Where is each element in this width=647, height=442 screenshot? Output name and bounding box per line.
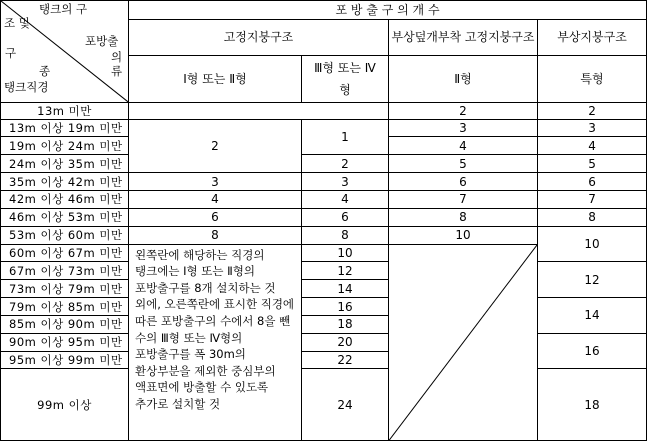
type-1-2-cell: 4 — [129, 191, 302, 209]
special-type-cell: 7 — [538, 191, 647, 209]
type-2-cell: 8 — [389, 208, 538, 226]
diameter-cell: 95m 이상 99m 미만 — [1, 351, 129, 369]
corner-label-ryu: 류 — [111, 64, 123, 78]
type-2-cell: 5 — [389, 155, 538, 173]
corner-label-tank-structure: 탱크의 구 — [39, 2, 88, 16]
diameter-cell: 73m 이상 79m 미만 — [1, 280, 129, 298]
type-3-4-cell: 24 — [302, 369, 389, 441]
diameter-cell: 13m 미만 — [1, 102, 129, 119]
special-type-cell: 8 — [538, 208, 647, 226]
type-2-cell: 3 — [389, 119, 538, 137]
type-1-2-note-cell: 왼쪽란에 해당하는 직경의 탱크에는 Ⅰ형 또는 Ⅱ형의 포방출구를 8개 설치하는 것 외에, 오른쪽란에 표시한 직경에 따른 포방출구의 수에서 8을 뺀 수의 Ⅲ형 또는 Ⅳ형의 포방출구를 폭 30m의 환상부분을 제외한 중심부의 액표면에 방출할 수 있도록 추가로 설치할 것 — [129, 244, 302, 440]
type-2-cell: 2 — [389, 102, 538, 119]
floating-cover-fixed-roof-header: 부상덮개부착 고정지붕구조 — [389, 19, 538, 55]
type-3-4-cell: 6 — [302, 208, 389, 226]
type-2-cell: 6 — [389, 173, 538, 191]
type-1-2-cell: 2 — [129, 119, 302, 173]
special-type-cell: 18 — [538, 369, 647, 441]
type-3-4-cell: 3 — [302, 173, 389, 191]
corner-label-ui: 의 — [111, 50, 123, 64]
fixed-roof-header: 고정지붕구조 — [129, 19, 389, 55]
type-3-4-cell: 2 — [302, 155, 389, 173]
special-type-cell: 14 — [538, 298, 647, 334]
diameter-cell: 90m 이상 95m 미만 — [1, 333, 129, 351]
type-3-4-cell: 8 — [302, 226, 389, 244]
special-type-cell: 6 — [538, 173, 647, 191]
type-3-4-cell: 4 — [302, 191, 389, 209]
type-2-cell: 4 — [389, 137, 538, 155]
special-type-header: 특형 — [538, 55, 647, 102]
diameter-cell: 42m 이상 46m 미만 — [1, 191, 129, 209]
corner-header-cell — [1, 1, 129, 103]
special-type-cell: 5 — [538, 155, 647, 173]
diameter-cell: 85m 이상 90m 미만 — [1, 315, 129, 333]
special-type-cell: 12 — [538, 262, 647, 298]
corner-label-foam-outlet: 포방출 — [85, 34, 119, 48]
diameter-cell: 24m 이상 35m 미만 — [1, 155, 129, 173]
corner-label-and: 조 및 — [4, 16, 30, 30]
type-1-2-cell: 3 — [129, 173, 302, 191]
diameter-cell: 53m 이상 60m 미만 — [1, 226, 129, 244]
type-1-2-cell: 8 — [129, 226, 302, 244]
special-type-cell: 2 — [538, 102, 647, 119]
corner-label-gu: 구 — [5, 46, 17, 60]
special-type-cell: 3 — [538, 119, 647, 137]
diameter-cell: 79m 이상 85m 미만 — [1, 298, 129, 316]
foam-outlet-count-header: 포 방 출 구 의 개 수 — [129, 1, 647, 20]
type-3-4-cell: 10 — [302, 244, 389, 262]
type-1-2-header: Ⅰ형 또는 Ⅱ형 — [129, 55, 302, 102]
diameter-cell: 13m 이상 19m 미만 — [1, 119, 129, 137]
type-1-2-cell: 6 — [129, 208, 302, 226]
type-2-not-applicable-cell — [389, 244, 538, 440]
floating-roof-header: 부상지붕구조 — [538, 19, 647, 55]
type-3-4-header — [302, 55, 389, 102]
type-3-4-cell: 16 — [302, 298, 389, 316]
corner-label-tank-diameter: 탱크직경 — [4, 80, 49, 94]
special-type-cell: 4 — [538, 137, 647, 155]
type-3-4-cell: 1 — [302, 119, 389, 155]
type-3-4-cell: 20 — [302, 333, 389, 351]
type-3-4-cell: 14 — [302, 280, 389, 298]
fixed-roof-empty-cell — [129, 102, 389, 119]
special-type-cell: 16 — [538, 333, 647, 369]
diameter-cell: 99m 이상 — [1, 369, 129, 441]
type-3-4-cell: 18 — [302, 315, 389, 333]
type-2-header: Ⅱ형 — [389, 55, 538, 102]
diameter-cell: 19m 이상 24m 미만 — [1, 137, 129, 155]
type-3-4-cell: 22 — [302, 351, 389, 369]
diameter-cell: 35m 이상 42m 미만 — [1, 173, 129, 191]
type-3-4-cell: 12 — [302, 262, 389, 280]
diameter-cell: 67m 이상 73m 미만 — [1, 262, 129, 280]
type-3-4-header-label: Ⅲ형 또는 Ⅳ형 — [314, 60, 376, 97]
not-applicable-diagonal-line — [389, 245, 537, 440]
type-2-cell: 10 — [389, 226, 538, 244]
diameter-cell: 46m 이상 53m 미만 — [1, 208, 129, 226]
corner-label-jong: 종 — [39, 64, 51, 78]
diameter-cell: 60m 이상 67m 미만 — [1, 244, 129, 262]
type-2-cell: 7 — [389, 191, 538, 209]
special-type-cell: 10 — [538, 226, 647, 262]
